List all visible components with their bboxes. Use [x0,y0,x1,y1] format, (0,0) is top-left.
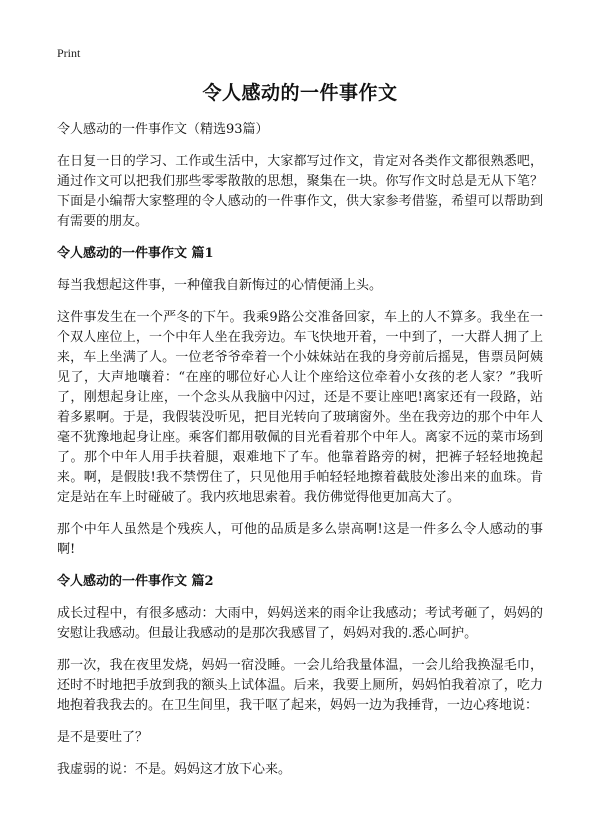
page-title: 令人感动的一件事作文 [202,82,398,104]
paragraph: 那一次，我在夜里发烧，妈妈一宿没睡。一会儿给我量体温，一会儿给我换湿毛巾，还时不时地把手放到我的额头上试体温。后来，我要上厕所，妈妈怕我着凉了，吃力地抱着我我去的。在卫生间里，我干呕了起来，妈妈一边为我捶背，一边心疼地说： [57,658,543,713]
article-subtitle: 令人感动的一件事作文（精选93篇） [57,122,269,137]
paragraph: 这件事发生在一个严冬的下午。我乘9路公交准备回家，车上的人不算多。我坐在一个双人座位上，一个中年人坐在我旁边。车飞快地开着，一中到了，一大群人拥了上来，车上坐满了人。一位老爷爷牵着一个小妹妹站在我的身旁前后摇晃，售票员阿姨见了，大声地嚷着：“在座的哪位好心人让个座给这位牵着小女孩的老人家？”我听了，刚想起身让座，一个念头从我脑中闪过，还是不要让座吧!离家还有一段路，站着多累啊。于是，我假装没听见，把目光转向了玻璃窗外。坐在我旁边的那个中年人毫不犹豫地起身让座。乘客们都用敬佩的目光看着那个中年人。离家不远的菜市场到了。那个中年人用手扶着腿，艰难地下了车。他靠着路旁的树，把裤子轻轻地挽起来。啊，是假肢!我不禁愣住了，只见他用手帕轻轻地擦着截肢处渗出来的血珠。肯定是站在车上时碰破了。我内疚地思索着。我仿佛觉得他更加高大了。 [57,310,543,505]
paragraph: 我虚弱的说：不是。妈妈这才放下心来。 [57,762,292,777]
paragraph: 每当我想起这件事，一种僮我自新悔过的心情便涌上头。 [57,278,383,293]
section-2 [57,572,543,780]
section-heading: 令人感动的一件事作文 篇2 [57,574,214,589]
article-body [57,120,543,792]
paragraph: 成长过程中，有很多感动：大雨中，妈妈送来的雨伞让我感动；考试考砸了，妈妈的安慰让我感动。但最让我感动的是那次我感冒了，妈妈对我的.悉心呵护。 [57,606,543,641]
paragraph: 是不是要吐了？ [57,730,149,745]
section-heading: 令人感动的一件事作文 篇1 [57,246,214,261]
paragraph: 那个中年人虽然是个残疾人，可他的品质是多么崇高啊!这是一件多么令人感动的事啊! [57,522,543,557]
intro-paragraph: 在日复一日的学习、工作或生活中，大家都写过作文，肯定对各类作文都很熟悉吧，通过作文可以把我们那些零零散散的思想，聚集在一块。你写作文时总是无从下笔？下面是小编帮大家整理的令人感动的一件事作文，供大家参考借鉴，希望可以帮助到有需要的朋友。 [57,154,543,229]
section-1 [57,244,543,560]
print-link[interactable]: Print [57,46,81,60]
